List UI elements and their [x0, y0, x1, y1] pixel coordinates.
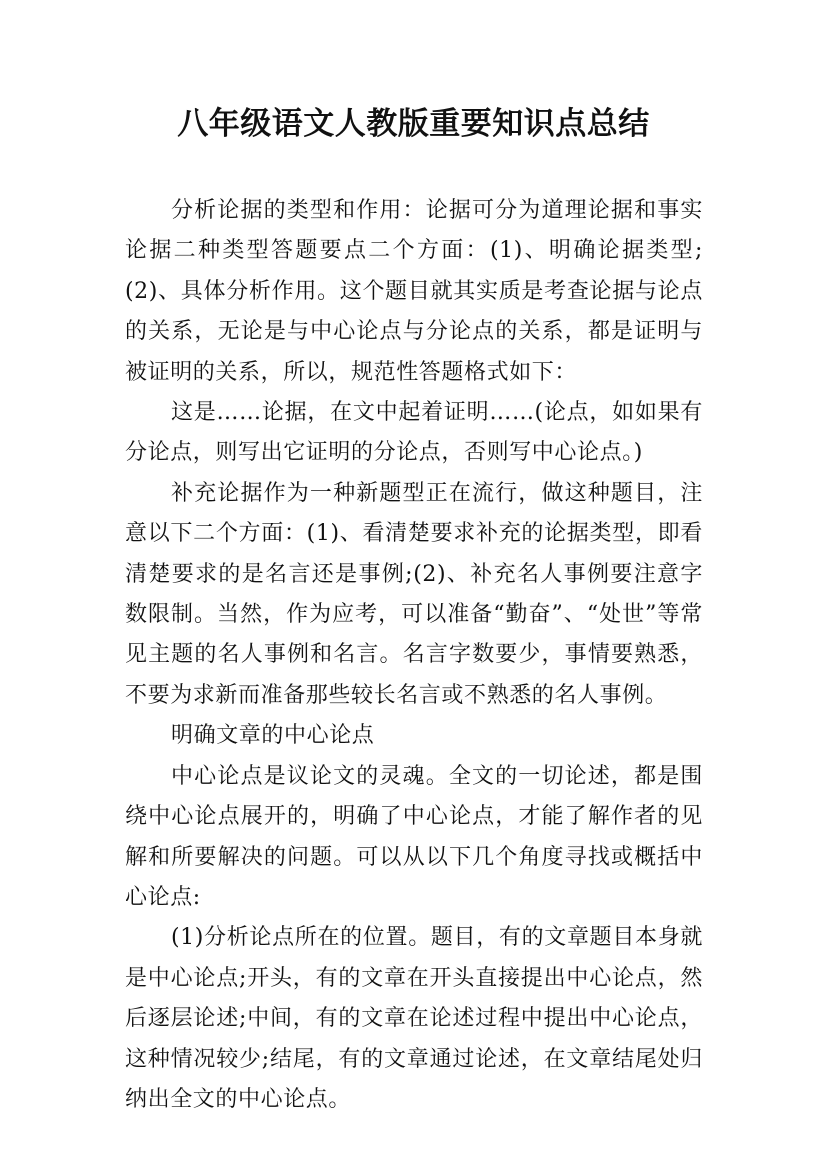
paragraph: 分析论据的类型和作用：论据可分为道理论据和事实论据二种类型答题要点二个方面：(1)、明确论据类型;(2)、具体分析作用。这个题目就其实质是考查论据与论点的关系，无论是与中心论点与分论点的关系，都是证明与被证明的关系，所以，规范性答题格式如下：: [125, 198, 703, 385]
section-heading: 明确文章的中心论点: [171, 723, 375, 749]
paragraph: 中心论点是议论文的灵魂。全文的一切论述，都是围绕中心论点展开的，明确了中心论点，才能了解作者的见解和所要解决的问题。可以从以下几个角度寻找或概括中心论点:: [125, 763, 703, 910]
paragraph: 补充论据作为一种新题型正在流行，做这种题目，注意以下二个方面：(1)、看清楚要求补充的论据类型，即看清楚要求的是名言还是事例;(2)、补充名人事例要注意字数限制。当然，作为应考，可以准备“勤奋”、“处世”等常见主题的名人事例和名言。名言字数要少，事情要熟悉，不要为求新而准备那些较长名言或不熟悉的名人事例。: [125, 480, 703, 708]
document-body: [125, 191, 703, 1120]
paragraph: (1)分析论点所在的位置。题目，有的文章题目本身就是中心论点;开头，有的文章在开头直接提出中心论点，然后逐层论述;中间，有的文章在论述过程中提出中心论点，这种情况较少;结尾，有的文章通过论述，在文章结尾处归纳出全文的中心论点。: [125, 925, 703, 1112]
paragraph: 这是……论据，在文中起着证明……(论点，如如果有分论点，则写出它证明的分论点，否则写中心论点。): [125, 400, 703, 466]
document-title: 八年级语文人教版重要知识点总结: [177, 106, 650, 142]
